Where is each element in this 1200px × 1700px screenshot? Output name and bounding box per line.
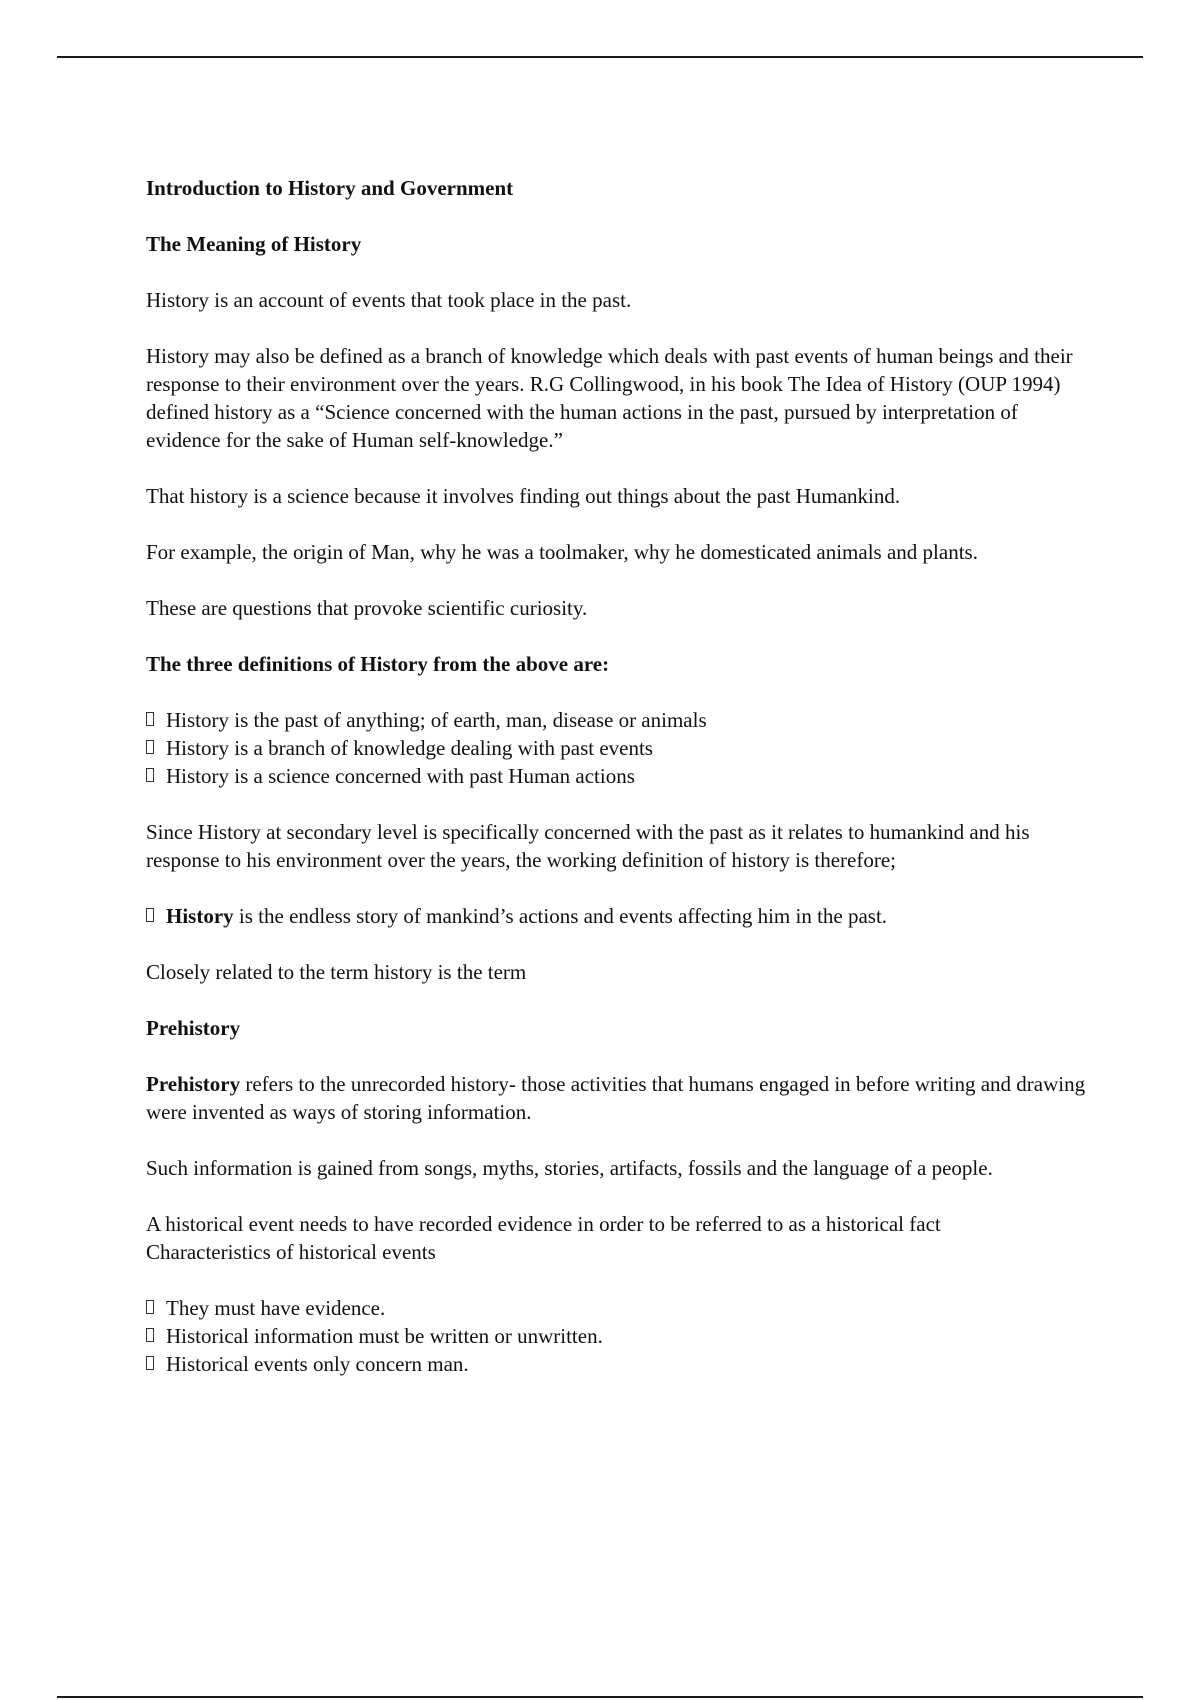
document-title: Introduction to History and Government <box>146 176 514 200</box>
paragraph-line: A historical event needs to have recorded evidence in order to be referred to as a historical fact <box>146 1212 941 1236</box>
bullet-icon <box>146 908 154 922</box>
paragraph: Closely related to the term history is the term <box>146 960 527 984</box>
list-item-text: History is the past of anything; of earth, man, disease or animals <box>166 708 707 732</box>
list-item <box>146 1350 1096 1378</box>
paragraph: History may also be defined as a branch of knowledge which deals with past events of human beings and their response to their environment over the years. R.G Collingwood, in his book The Idea of History (OUP 1994) defined history as a “Science concerned with the human actions in the past, pursued by interpretation of evidence for the sake of Human self-knowledge.” <box>146 344 1073 452</box>
working-definition <box>146 902 1096 930</box>
characteristics-list <box>146 1294 1096 1378</box>
term: Prehistory <box>146 1072 241 1096</box>
definition-text: is the endless story of mankind’s actions and events affecting him in the past. <box>233 904 888 928</box>
definition-text: refers to the unrecorded history- those activities that humans engaged in before writing and drawing were invented as ways of storing information. <box>146 1072 1086 1124</box>
list-item-text: History is a science concerned with past Human actions <box>166 764 635 788</box>
document-body <box>146 174 1096 1406</box>
paragraph-line: Characteristics of historical events <box>146 1240 436 1264</box>
paragraph: These are questions that provoke scientific curiosity. <box>146 596 588 620</box>
list-item-text: History is a branch of knowledge dealing with past events <box>166 736 653 760</box>
prehistory-definition <box>146 1070 1096 1126</box>
paragraph: That history is a science because it involves finding out things about the past Humankind. <box>146 484 901 508</box>
list-item <box>146 706 1096 734</box>
definitions-heading: The three definitions of History from the above are: <box>146 652 610 676</box>
bullet-icon <box>146 1356 154 1370</box>
prehistory-heading: Prehistory <box>146 1016 241 1040</box>
bullet-icon <box>146 740 154 754</box>
list-item-text: They must have evidence. <box>166 1296 386 1320</box>
section-heading: The Meaning of History <box>146 232 362 256</box>
paragraph <box>146 1210 1096 1266</box>
bullet-icon <box>146 712 154 726</box>
paragraph: Such information is gained from songs, myths, stories, artifacts, fossils and the language of a people. <box>146 1156 993 1180</box>
list-item <box>146 1322 1096 1350</box>
top-rule <box>57 56 1143 58</box>
list-item <box>146 762 1096 790</box>
term: History <box>166 904 234 928</box>
list-item <box>146 1294 1096 1322</box>
bullet-icon <box>146 768 154 782</box>
definitions-list <box>146 706 1096 790</box>
bullet-icon <box>146 1300 154 1314</box>
paragraph: Since History at secondary level is specifically concerned with the past as it relates to humankind and his response to his environment over the years, the working definition of history is therefore; <box>146 820 1030 872</box>
list-item <box>146 734 1096 762</box>
paragraph: For example, the origin of Man, why he was a toolmaker, why he domesticated animals and plants. <box>146 540 978 564</box>
list-item-text: Historical information must be written or unwritten. <box>166 1324 603 1348</box>
bottom-rule <box>57 1696 1143 1698</box>
list-item-text: Historical events only concern man. <box>166 1352 469 1376</box>
bullet-icon <box>146 1328 154 1342</box>
paragraph: History is an account of events that took place in the past. <box>146 288 632 312</box>
